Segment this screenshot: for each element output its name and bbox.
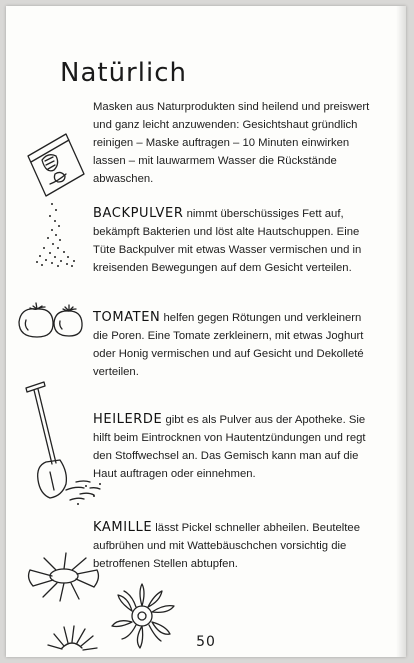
page-edge-shadow [396,6,406,657]
section-heading: BACKPULVER [93,206,184,221]
tomatoes-icon [16,300,88,340]
section-text: nimmt überschüssiges Fett auf, bekämpft Bakterien und löst alte Hautschuppen. Eine Tüte Backpulver mit etwas Wasser vermischen und in kreisenden Bewegungen auf dem Gesicht verteilen. [93,208,362,274]
section-heading: KAMILLE [93,520,153,535]
intro-paragraph: Masken aus Naturprodukten sind heilend und preiswert und ganz leicht anzuwenden: Gesichtshaut gründlich reinigen – Maske auftragen – 10 Minuten einwirken lassen – mit lauwarmem Wasser die Rückstände abwaschen. [93,101,370,185]
section-tomaten [93,309,379,381]
section-text: helfen gegen Rötungen und verkleinern die Poren. Eine Tomate zerkleinern, mit etwas Joghurt oder Honig vermischen und auf Gesicht und Dekolleté verteilen. [93,312,364,378]
section-kamille [93,519,379,573]
baking-powder-packet-icon [22,126,92,271]
section-heading: HEILERDE [93,412,163,427]
section-text: lässt Pickel schneller abheilen. Beuteltee aufbrühen und mit Wattebäuschchen vorsichtig die betroffenen Stellen abtupfen. [93,522,360,570]
section-heilerde [93,411,379,483]
page-number: 50 [196,634,216,650]
book-page [6,6,406,657]
section-text: gibt es als Pulver aus der Apotheke. Sie hilft beim Eintrocknen von Hautentzündungen und regt den Stoffwechsel an. Das Gemisch kann man auf die Haut auftragen oder einnehmen. [93,414,366,480]
page-title: Natürlich [60,58,187,88]
section-backpulver [93,205,379,277]
section-heading: TOMATEN [93,310,161,325]
